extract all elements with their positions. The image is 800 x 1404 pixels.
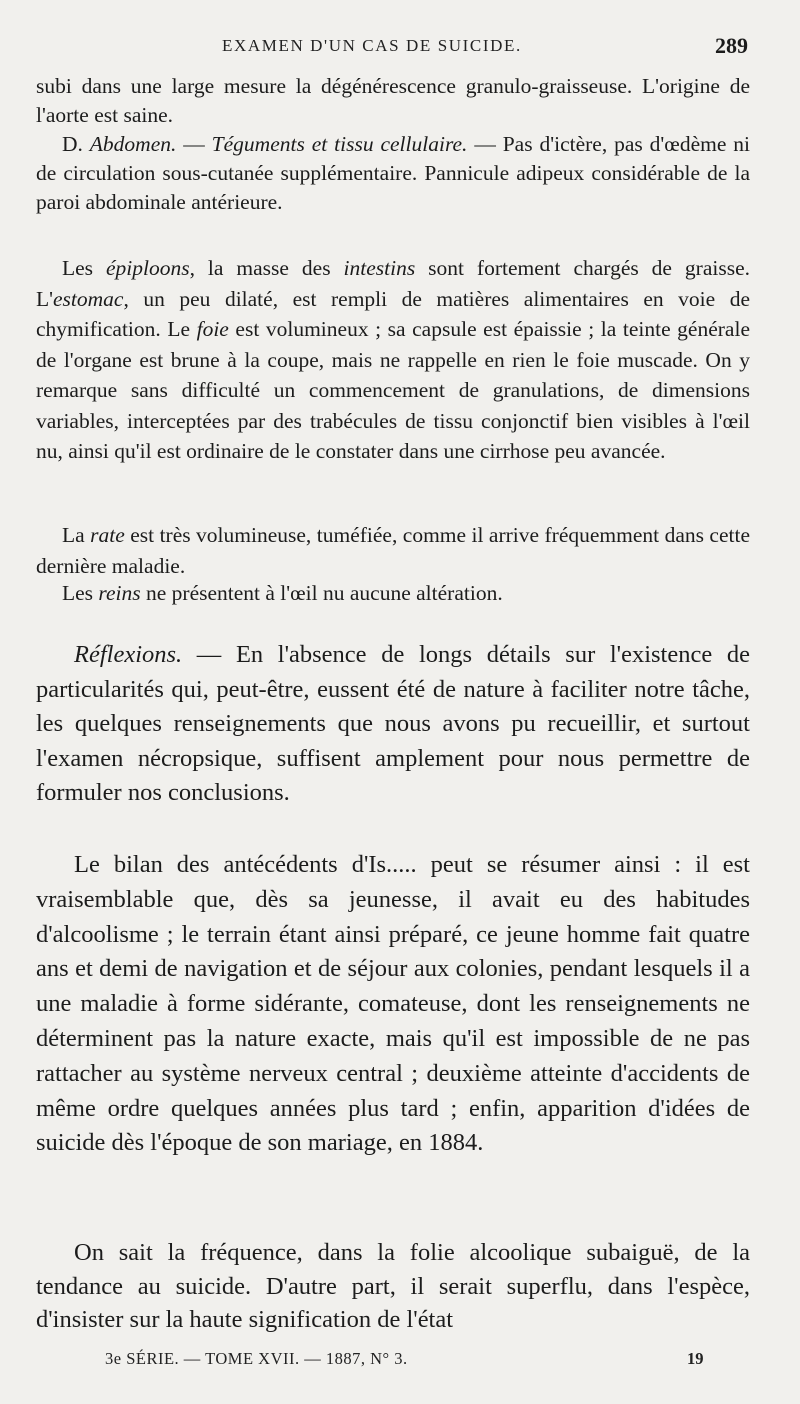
text-run-italic: intestins xyxy=(343,256,416,280)
text-run: — Pas d'ictère, pas d'œdème ni de circulation sous-cutanée supplémentaire. Pannicule adipeux considérable de la paroi abdominale antérieure. xyxy=(36,132,750,214)
text-run: — En l'absence de longs détails sur l'existence de particularités qui, peut-être, eussent été de nature à faciliter notre tâche, les quelques renseignements que nous avons pu recueillir, et surtout l'examen nécropsique, suffisent amplement pour nous permettre de formuler nos conclusions. xyxy=(36,641,750,806)
text-run: Les xyxy=(62,581,99,605)
text-run: est très volumineuse, tuméfiée, comme il arrive fréquemment dans cette dernière maladie. xyxy=(36,523,750,578)
page-number: 289 xyxy=(715,33,748,58)
paragraph-bilan: Le bilan des antécédents d'Is..... peut se résumer ainsi : il est vraisemblable que, dès sa jeunesse, il avait eu des habitudes d'alcoolisme ; le terrain étant ainsi préparé, ce jeune homme fait quatre ans et demi de navigation et de séjour aux colonies, pendant lesquels il a une maladie à forme sidérante, comateuse, dont les renseignements ne déterminent pas la nature exacte, mais qu'il est impossible de ne pas rattacher au système nerveux central ; deuxième atteinte d'accidents de même ordre quelques années plus tard ; enfin, apparition d'idées de suicide dès l'époque de son mariage, en 1884. xyxy=(36,851,750,1157)
text-run: sont fortement chargés de graisse. L' xyxy=(36,256,750,311)
text-run-italic: reins xyxy=(98,581,141,605)
running-title: EXAMEN D'UN CAS DE SUICIDE. xyxy=(222,36,522,55)
text-run-italic: épiploons xyxy=(106,256,190,280)
paragraph-reins xyxy=(36,578,750,608)
paragraph-frequence: On sait la fréquence, dans la folie alcoolique subaiguë, de la tendance au suicide. D'autre part, il serait superflu, dans l'espèce, d'insister sur la haute signification de l'état xyxy=(36,1239,750,1333)
text-run-italic: estomac xyxy=(53,286,124,311)
text-run: est volumineux ; sa capsule est épaissie ; la teinte générale de l'organe est brune à la coupe, mais ne rappelle en rien le foie muscade. On y remarque sans difficulté un commencement de granulations, de dimensions variables, interceptées par des trabécules de tissu conjonctif bien visibles à l'œil nu, ainsi qu'il est ordinaire de le constater dans une cirrhose peu avancée. xyxy=(36,317,750,463)
text-run-italic: Abdomen. xyxy=(89,132,177,156)
paragraph-rate xyxy=(36,520,750,581)
text-run: subi dans une large mesure la dégénérescence granulo-graisseuse. L'origine de l'aorte est saine. xyxy=(36,74,750,127)
text-run: Les xyxy=(62,256,106,280)
text-run: , la masse des xyxy=(189,256,344,280)
printer-signature: 3e SÉRIE. — TOME XVII. — 1887, N° 3. xyxy=(105,1349,408,1368)
text-run: ne présentent à l'œil nu aucune altération. xyxy=(140,581,503,605)
paragraph-reflexions xyxy=(36,638,750,811)
paragraph-aorta-abdomen xyxy=(36,72,750,217)
text-run-italic: Téguments et tissu cellulaire. xyxy=(211,132,468,156)
text-run: , un peu dilaté, est rempli de matières alimentaires en voie de chymification. Le xyxy=(36,286,750,341)
page-footer xyxy=(0,1349,800,1375)
sheet-number: 19 xyxy=(687,1349,704,1368)
abdomen-subheading-line xyxy=(36,130,750,217)
text-run: La xyxy=(62,523,91,547)
page-header xyxy=(0,33,800,66)
text-run: D. xyxy=(62,132,90,156)
text-run-italic: rate xyxy=(90,523,125,547)
text-run: — xyxy=(176,132,212,156)
text-run-italic: foie xyxy=(196,317,229,341)
text-run-italic: Réflexions. xyxy=(74,641,183,668)
paragraph-epiploons xyxy=(36,253,750,467)
